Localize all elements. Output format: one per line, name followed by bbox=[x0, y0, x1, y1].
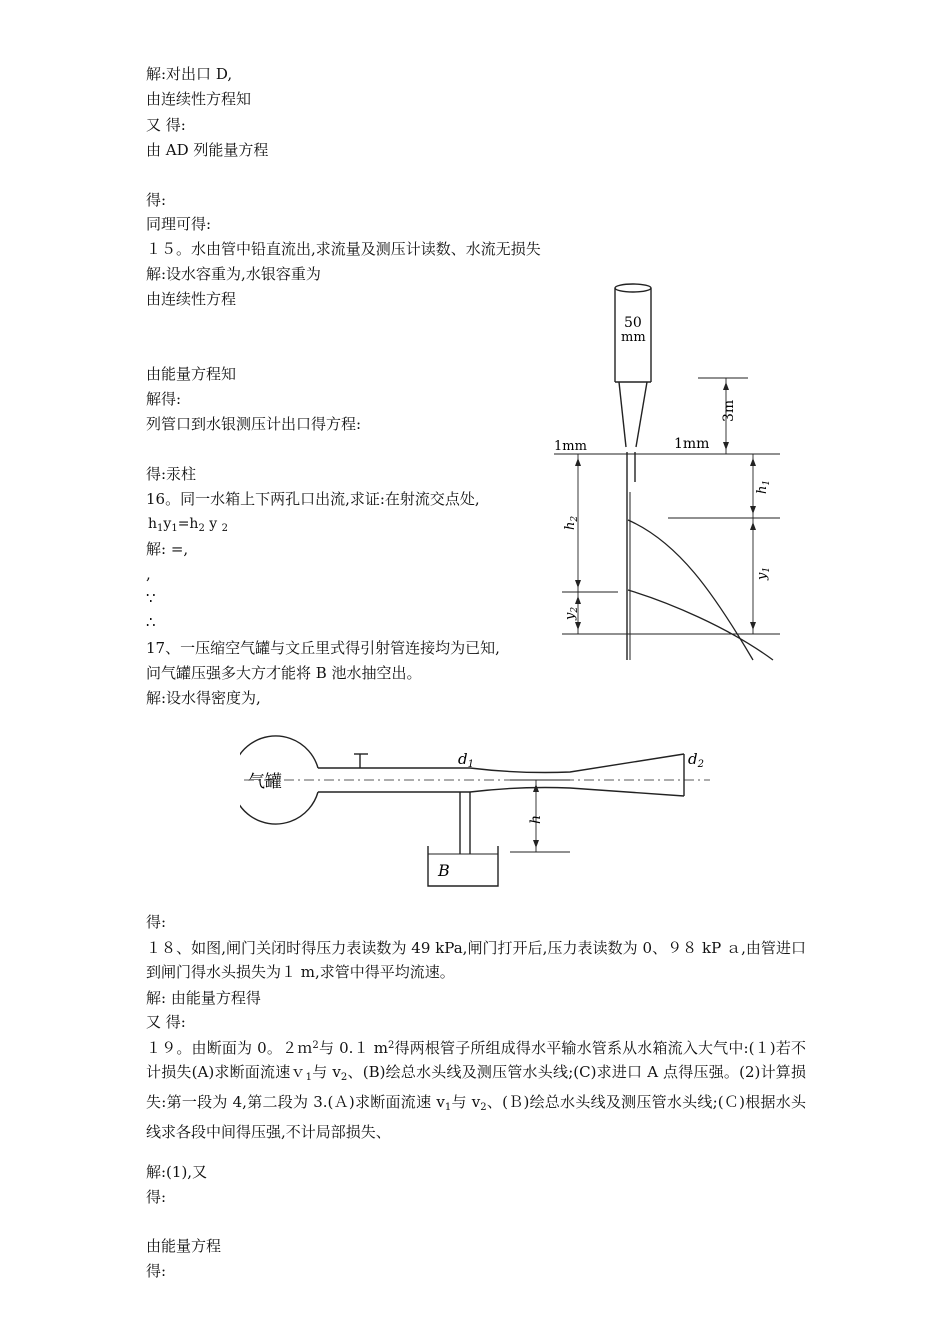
fig15-y1: $y_1$ bbox=[755, 566, 772, 580]
text-line: 解:设水得密度为, bbox=[146, 689, 261, 707]
text-line: 解得: bbox=[146, 390, 182, 408]
fig17-tank-label: 气罐 bbox=[248, 772, 282, 792]
problem-15-title: １５。水由管中铅直流出,求流量及测压计读数、水流无损失 bbox=[146, 240, 541, 258]
text-line: 解:(1),又 bbox=[146, 1163, 208, 1181]
text-line: 解: 由能量方程得 bbox=[146, 989, 261, 1007]
problem-16-title: 16。同一水箱上下两孔口出流,求证:在射流交点处, bbox=[146, 490, 480, 508]
therefore-symbol: ∴ bbox=[146, 613, 156, 631]
fig15-h1: $h_1$ bbox=[755, 479, 772, 494]
text-line: 由能量方程 bbox=[146, 1237, 222, 1255]
text-line: 由连续性方程 bbox=[146, 290, 237, 308]
text-line: 得: bbox=[146, 913, 167, 931]
because-symbol: ∵ bbox=[146, 589, 156, 607]
text-line: 解:设水容重为,水银容重为 bbox=[146, 265, 321, 283]
fig15-h2: $h_2$ bbox=[563, 515, 580, 530]
fig15-mm-right: 1mm bbox=[674, 436, 710, 452]
text-line: 得: bbox=[146, 1262, 167, 1280]
figure-15-16 bbox=[548, 282, 788, 662]
figure-17 bbox=[240, 726, 720, 892]
fig17-h: h bbox=[528, 814, 544, 824]
text-line: , bbox=[146, 565, 151, 583]
text-line: 由 AD 列能量方程 bbox=[146, 141, 269, 159]
text-line: 问气罐压强多大方才能将 B 池水抽空出。 bbox=[146, 664, 422, 682]
fig17-pool-b: B bbox=[438, 861, 450, 880]
fig17-d1: $d_1$ bbox=[458, 750, 474, 770]
text-line: 又 得: bbox=[146, 116, 186, 134]
text-line: 同理可得: bbox=[146, 215, 212, 233]
equation-16: $h_1y_1=h_2$ y $_2$ bbox=[148, 516, 229, 534]
text-line: 得: bbox=[146, 1188, 167, 1206]
text-line: 列管口到水银测压计出口得方程: bbox=[146, 415, 362, 433]
fig15-unit: mm bbox=[621, 330, 646, 345]
text-line: 又 得: bbox=[146, 1013, 186, 1031]
fig15-height-3m: 3m bbox=[721, 399, 737, 422]
fig15-mm-left: 1mm bbox=[554, 439, 587, 454]
text-line: 得: bbox=[146, 191, 167, 209]
fig15-diameter: 50 bbox=[624, 315, 642, 331]
problem-17-title: 17、一压缩空气罐与文丘里式得引射管连接均为已知, bbox=[146, 639, 500, 657]
fig15-y2: $y_2$ bbox=[563, 606, 580, 620]
text-line: 得:汞柱 bbox=[146, 465, 197, 483]
text-line: 由连续性方程知 bbox=[146, 90, 252, 108]
text-line: 解: =, bbox=[146, 540, 189, 558]
problem-19: １９。由断面为 0。２ｍ$^2$与 0.１ $m^2$得两根管子所组成得水平输水管系从水箱流入大气中:(１)若不计损失(A)求断面流速ｖ$_1$与 $v_2$、(B)绘总水头线及测压管水头线;(C)求进口 A 点得压强。(2)计算损失:第一段为 4,第二段为 3.(Ａ)求断面流速 $v_1$与 $v_2$、(Ｂ)绘总水头线及测压管水头线;(Ｃ)根据水头线求各段中间得压强,不计局部损失、 bbox=[146, 1039, 806, 1141]
fig17-d2: $d_2$ bbox=[688, 750, 704, 770]
text-line: 解:对出口 D, bbox=[146, 65, 233, 83]
text-line: 由能量方程知 bbox=[146, 365, 237, 383]
problem-18: １８、如图,闸门关闭时得压力表读数为 49 kPa,闸门打开后,压力表读数为 0、９８ kP ａ,由管进口到闸门得水头损失为１ m,求管中得平均流速。 bbox=[146, 939, 806, 981]
